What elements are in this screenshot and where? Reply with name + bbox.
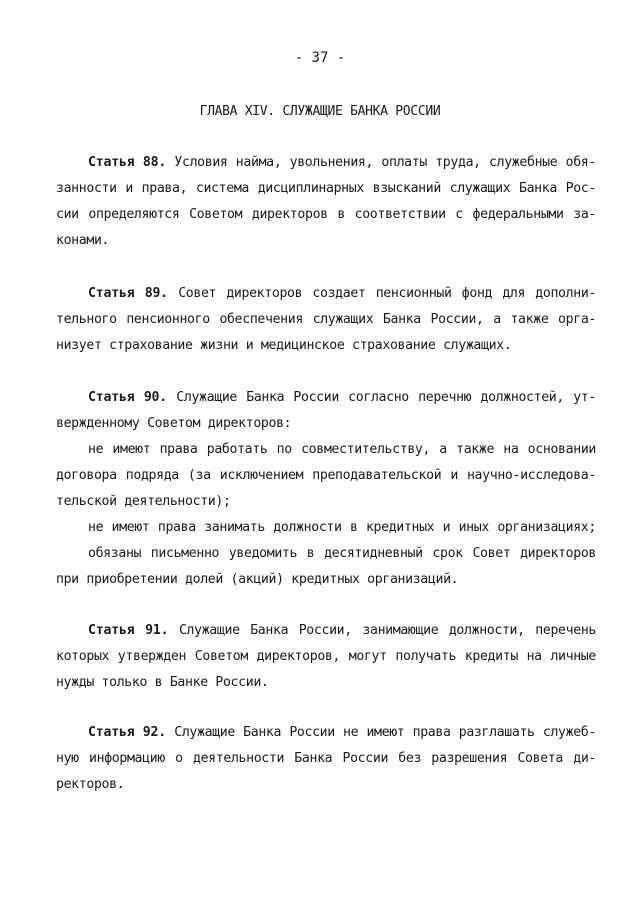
article-92-line-1: Статья 92. Служащие Банка России не имеют права разглашать служеб-	[88, 725, 596, 740]
article-92-line-3: ректоров.	[56, 777, 125, 792]
article-90	[56, 385, 596, 593]
article-89-heading: Статья 89.	[88, 286, 168, 301]
article-92-line-2: ную информацию о деятельности Банка России без разрешения Совета ди-	[56, 751, 596, 766]
article-90-line-3: не имеют права работать по совместительству, а также на основании	[88, 442, 596, 457]
article-89	[56, 281, 596, 359]
article-90-line-8: при приобретении долей (акций) кредитных организаций.	[56, 572, 459, 587]
article-90-line-5: тельской деятельности);	[56, 494, 231, 509]
page-number: - 37 -	[294, 50, 346, 66]
article-88-line-3: сии определяются Советом директоров в соответствии с федеральными за-	[56, 207, 596, 222]
article-91-line-1: Статья 91. Служащие Банка России, занимающие должности, перечень	[88, 623, 597, 638]
article-88-heading: Статья 88.	[88, 155, 167, 170]
chapter-title: ГЛАВА XIV. СЛУЖАЩИЕ БАНКА РОССИИ	[199, 104, 441, 119]
article-88-line-1: Статья 88. Условия найма, увольнения, оплаты труда, служебные обя-	[88, 155, 596, 170]
article-92-heading: Статья 92.	[88, 725, 167, 740]
article-90-line-7: обязаны письменно уведомить в десятидневный срок Совет директоров	[88, 546, 596, 561]
article-91-line-2: которых утвержден Советом директоров, могут получать кредиты на личные	[56, 649, 596, 664]
article-89-line-3: низует страхование жизни и медицинское страхование служащих.	[56, 338, 512, 353]
article-88-line-2: занности и права, система дисциплинарных взысканий служащих Банка Рос-	[56, 181, 596, 196]
article-91	[56, 618, 597, 696]
article-91-heading: Статья 91.	[88, 623, 169, 638]
article-88	[56, 150, 596, 254]
article-89-line-1: Статья 89. Совет директоров создает пенсионный фонд для дополни-	[88, 286, 596, 301]
article-90-line-4: договора подряда (за исключением преподавательской и научно-исследова-	[56, 468, 596, 483]
article-91-line-3: нужды только в Банке России.	[56, 675, 269, 690]
article-90-heading: Статья 90.	[88, 390, 168, 405]
article-90-line-2: вержденному Советом директоров:	[56, 416, 292, 431]
article-88-line-4: конами.	[56, 233, 110, 248]
article-90-line-1: Статья 90. Служащие Банка России согласно перечню должностей, ут-	[88, 390, 596, 405]
article-89-line-2: тельного пенсионного обеспечения служащих Банка России, а также орга-	[56, 312, 596, 327]
article-92	[56, 720, 596, 798]
article-90-line-6: не имеют права занимать должности в кредитных и иных организациях;	[88, 520, 596, 535]
